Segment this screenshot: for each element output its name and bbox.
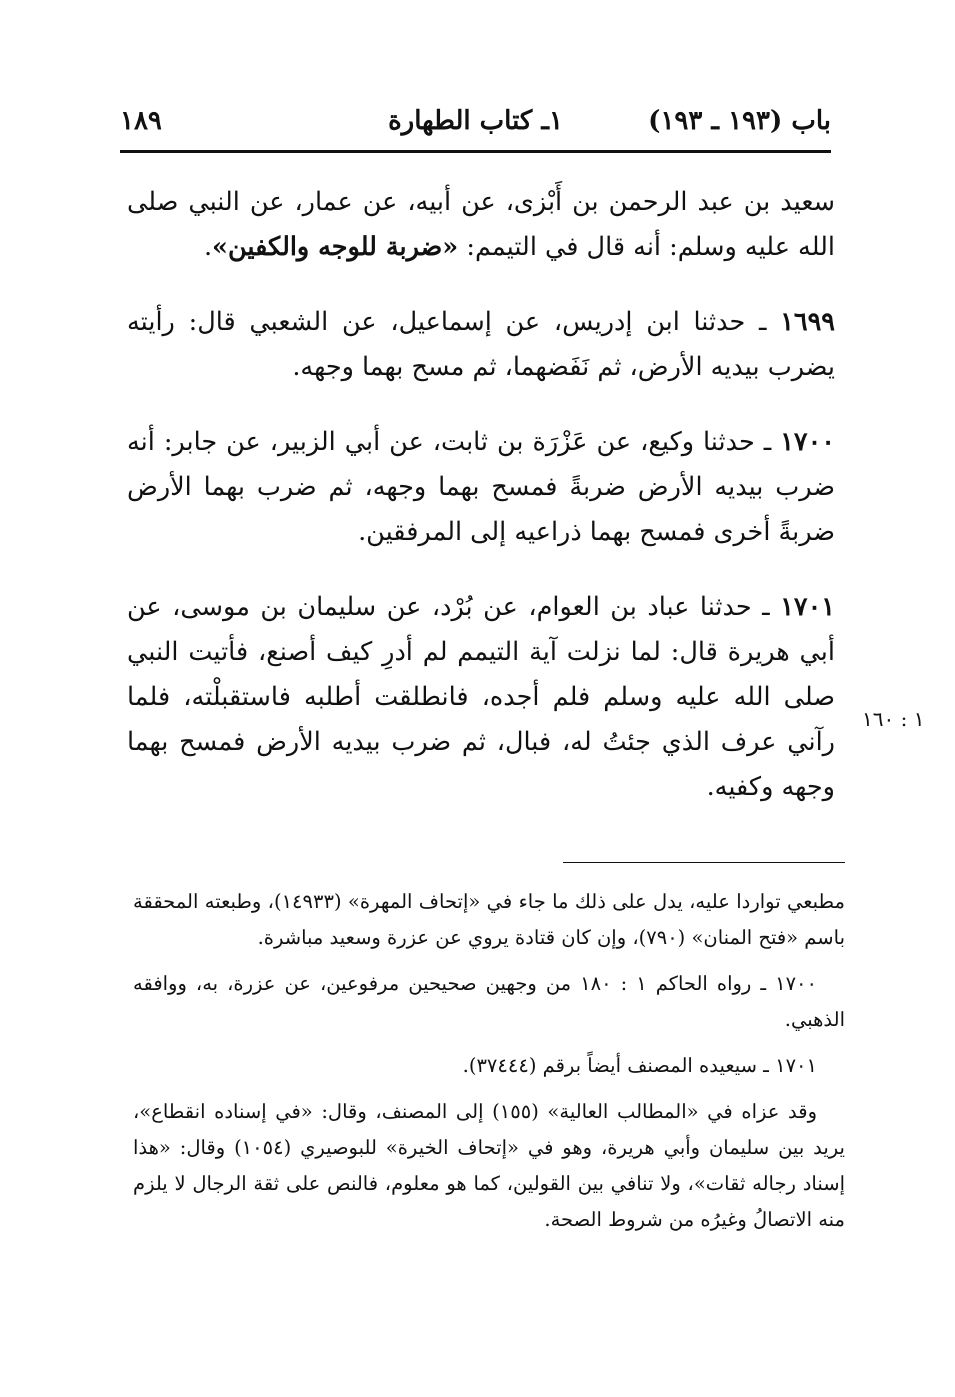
hadith-number: ١٧٠١	[780, 592, 835, 622]
hadith-1700	[127, 420, 835, 555]
footnote-1701-detail: وقد عزاه في «المطالب العالية» (١٥٥) إلى المصنف، وقال: «في إسناده انقطاع»، يريد بين سليمان وأبي هريرة، وهو في «إتحاف الخيرة» للبوصيري (١٠٥٤) وقال: «هذا إسناد رجاله ثقات»، ولا تنافي بين القولين، كما هو معلوم، فالنص على ثقة الرجال لا يلزم منه الاتصالُ وغيرُه من شروط الصحة.	[133, 1100, 845, 1231]
book-title: ١ـ كتاب الطهارة	[388, 106, 563, 136]
margin-reference: ١ : ١٦٠	[862, 707, 925, 731]
hadith-number: ١٧٠٠	[780, 427, 835, 457]
page-header	[120, 100, 831, 148]
hadith-text: ـ حدثنا عباد بن العوام، عن بُرْد، عن سليمان بن موسى، عن أبي هريرة قال: لما نزلت آية التيمم لم أدرِ كيف أصنع، فأتيت النبي صلى الله عليه وسلم فلم أجده، فانطلقت أطلبه فاستقبلْته، فلما رآني عرف الذي جئتُ له، فبال، ثم ضرب بيديه الأرض فمسح بهما وجهه وكفيه.	[127, 592, 835, 802]
header-rule	[120, 150, 831, 153]
footnotes	[133, 884, 845, 1238]
footnote-separator	[563, 862, 845, 863]
intro-end: .	[203, 232, 213, 262]
main-text	[127, 180, 835, 810]
footnote-1701: ١٧٠١ ـ سيعيده المصنف أيضاً برقم (٣٧٤٤٤).	[462, 1054, 817, 1077]
chapter-heading: باب (١٩٣ ـ ١٩٣)	[648, 106, 831, 136]
intro-text: سعيد بن عبد الرحمن بن أَبْزى، عن أبيه، عن عمار، عن النبي صلى الله عليه وسلم: أنه قال في التيمم:	[127, 187, 835, 262]
footnote-1700: ١٧٠٠ ـ رواه الحاكم ١ : ١٨٠ من وجهين صحيحين مرفوعين، عن عزرة، به، ووافقه الذهبي.	[133, 972, 845, 1031]
hadith-1701	[127, 585, 835, 810]
hadith-1699	[127, 300, 835, 390]
paragraph-intro	[127, 180, 835, 270]
hadith-text: ـ حدثنا ابن إدريس، عن إسماعيل، عن الشعبي قال: رأيته يضرب بيديه الأرض، ثم نَفَضهما، ثم مسح بهما وجهه.	[127, 307, 835, 382]
intro-quote: «ضربة للوجه والكفين»	[212, 232, 459, 262]
hadith-text: ـ حدثنا وكيع، عن عَزْرَة بن ثابت، عن أبي الزبير، عن جابر: أنه ضرب بيديه الأرض ضربةً فمسح بهما وجهه، ثم ضرب بهما الأرض ضربةً أخرى فمسح بهما ذراعيه إلى المرفقين.	[127, 427, 835, 547]
page-number: ١٨٩	[120, 106, 162, 136]
footnote-continuation: مطبعي تواردا عليه، يدل على ذلك ما جاء في «إتحاف المهرة» (١٤٩٣٣)، وطبعته المحققة باسم «فتح المنان» (٧٩٠)، وإن كان قتادة يروي عن عزرة وسعيد مباشرة.	[133, 890, 845, 949]
hadith-number: ١٦٩٩	[780, 307, 835, 337]
